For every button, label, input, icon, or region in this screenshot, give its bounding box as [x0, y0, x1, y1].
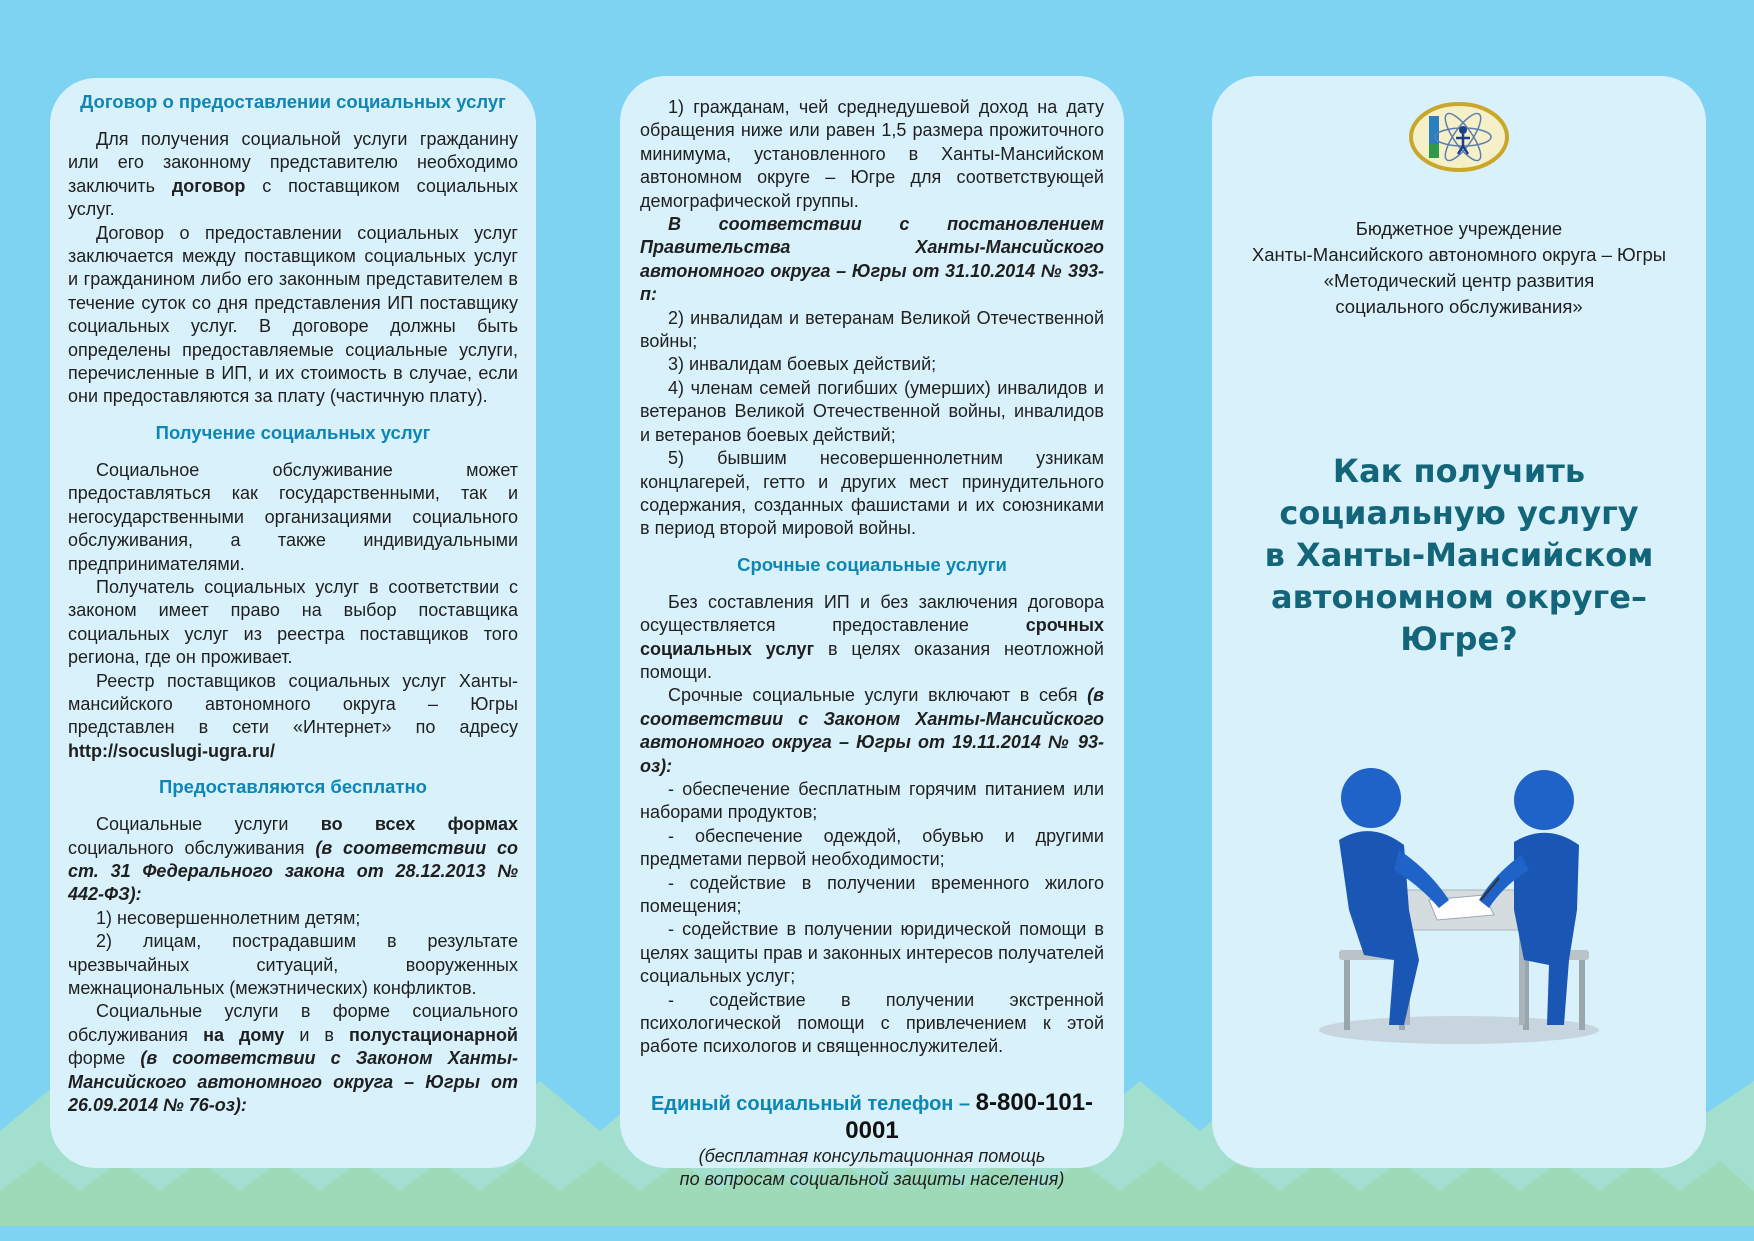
free-item-2: 2) лицам, пострадавшим в результате чрезвычайных ситуаций, вооруженных межнациональных (межэтнических) конфликтов.: [68, 931, 518, 998]
eligibility-item-1: 1) гражданам, чей среднедушевой доход на дату обращения ниже или равен 1,5 размера прожиточного минимума, установленного в Ханты-Мансийском автономном округе – Югре для соответствующей демографической группы.: [640, 97, 1104, 211]
urgent-heading: Срочные социальные услуги: [737, 553, 1007, 575]
hotline-note-1: (бесплатная консультационная помощь: [698, 1145, 1046, 1166]
urgent-item: - содействие в получении экстренной психологической помощи с привлечением к этой работе психологов и священнослужителей.: [640, 989, 1104, 1057]
free-heading: Предоставляются бесплатно: [159, 776, 427, 798]
brochure-title: Как получить социальную услугу в Ханты-Мансийском автономном округе–Югре?: [1264, 452, 1654, 658]
hotline-number[interactable]: 8-800-101-0001: [845, 1088, 1094, 1144]
decree-reference: В соответствии с постановлением Правительства Ханты-Мансийского автономного округа – Югры от 31.10.2014 № 393-п:: [640, 214, 1104, 305]
consultation-illustration: [1309, 760, 1609, 1050]
contract-paragraph-1: Для получения социальной услуги гражданину или его законному представителю необходимо заключить договор с поставщиком социальных услуг.: [68, 129, 518, 220]
organization-name: Бюджетное учреждение Ханты-Мансийского автономного округа – Югры «Методический центр развития социального обслуживания»: [1251, 218, 1667, 317]
receive-heading: Получение социальных услуг: [155, 421, 431, 443]
urgent-item: - содействие в получении юридической помощи в целях защиты прав и законных интересов получателей социальных услуг;: [640, 919, 1104, 987]
free-item-1: 1) несовершеннолетним детям;: [96, 907, 361, 928]
eligibility-item-3: 3) инвалидам боевых действий;: [668, 354, 937, 375]
urgent-item: - обеспечение бесплатным горячим питанием или наборами продуктов;: [640, 778, 1104, 823]
contract-paragraph-2: Договор о предоставлении социальных услуг заключается между поставщиком социальных услуг и гражданином либо его законным представителем в течение суток со дня представления ИП поставщику социальных услуг. В договоре должны быть определены предоставляемые социальные услуги, перечисленные в ИП, и их стоимость в случае, если они предоставляются за плату (частичную плату).: [68, 222, 518, 407]
contract-heading: Договор о предоставлении социальных услуг: [80, 91, 506, 112]
urgent-item: - обеспечение одеждой, обувью и другими предметами первой необходимости;: [640, 825, 1104, 870]
hotline-label: Единый социальный телефон –: [650, 1092, 976, 1115]
hotline-note-2: по вопросам социальной защиты населения): [679, 1168, 1065, 1189]
right-panel: [1212, 76, 1706, 1168]
organization-logo: [1407, 100, 1511, 174]
receive-paragraph-1: Социальное обслуживание может предоставляться как государственными, так и негосударственными организациями социального обслуживания, а также индивидуальными предпринимателями.: [68, 459, 518, 574]
hotline: [640, 1089, 1104, 1145]
urgent-paragraph-2: Срочные социальные услуги включают в себя (в соответствии с Законом Ханты-Мансийского автономного округа – Югры от 19.11.2014 № 93-оз):: [640, 685, 1104, 776]
free-paragraph-2: Социальные услуги в форме социального обслуживания на дому и в полустационарной форме (в соответствии с Законом Ханты-Мансийского автономного округа – Югры от 26.09.2014 № 76-оз):: [68, 1001, 519, 1116]
receive-paragraph-3: Реестр поставщиков социальных услуг Ханты-мансийского автономного округа – Югры представлен в сети «Интернет» по адресу http://socuslugi-ugra.ru/: [68, 670, 518, 761]
eligibility-item-4: 4) членам семей погибших (умерших) инвалидов и ветеранов Великой Отечественной войны, инвалидов и ветеранов боевых действий;: [640, 377, 1104, 445]
middle-panel: [620, 76, 1124, 1189]
free-paragraph-1: Социальные услуги во всех формах социального обслуживания (в соответствии со ст. 31 Федерального закона от 28.12.2013 № 442-ФЗ):: [68, 814, 518, 905]
receive-paragraph-2: Получатель социальных услуг в соответствии с законом имеет право на выбор поставщика социальных услуг из реестра поставщиков того региона, где он проживает.: [68, 576, 518, 668]
eligibility-item-2: 2) инвалидам и ветеранам Великой Отечественной войны;: [640, 307, 1104, 352]
urgent-paragraph-1: Без составления ИП и без заключения договора осуществляется предоставление срочных социальных услуг в целях оказания неотложной помощи.: [640, 591, 1104, 682]
eligibility-item-5: 5) бывшим несовершеннолетним узникам концлагерей, гетто и других мест принудительного содержания, созданных фашистами и их союзниками в период второй мировой войны.: [640, 448, 1104, 539]
left-panel: [50, 78, 536, 1168]
urgent-item: - содействие в получении временного жилого помещения;: [640, 872, 1104, 916]
registry-link[interactable]: http://socuslugi-ugra.ru/: [68, 740, 275, 761]
